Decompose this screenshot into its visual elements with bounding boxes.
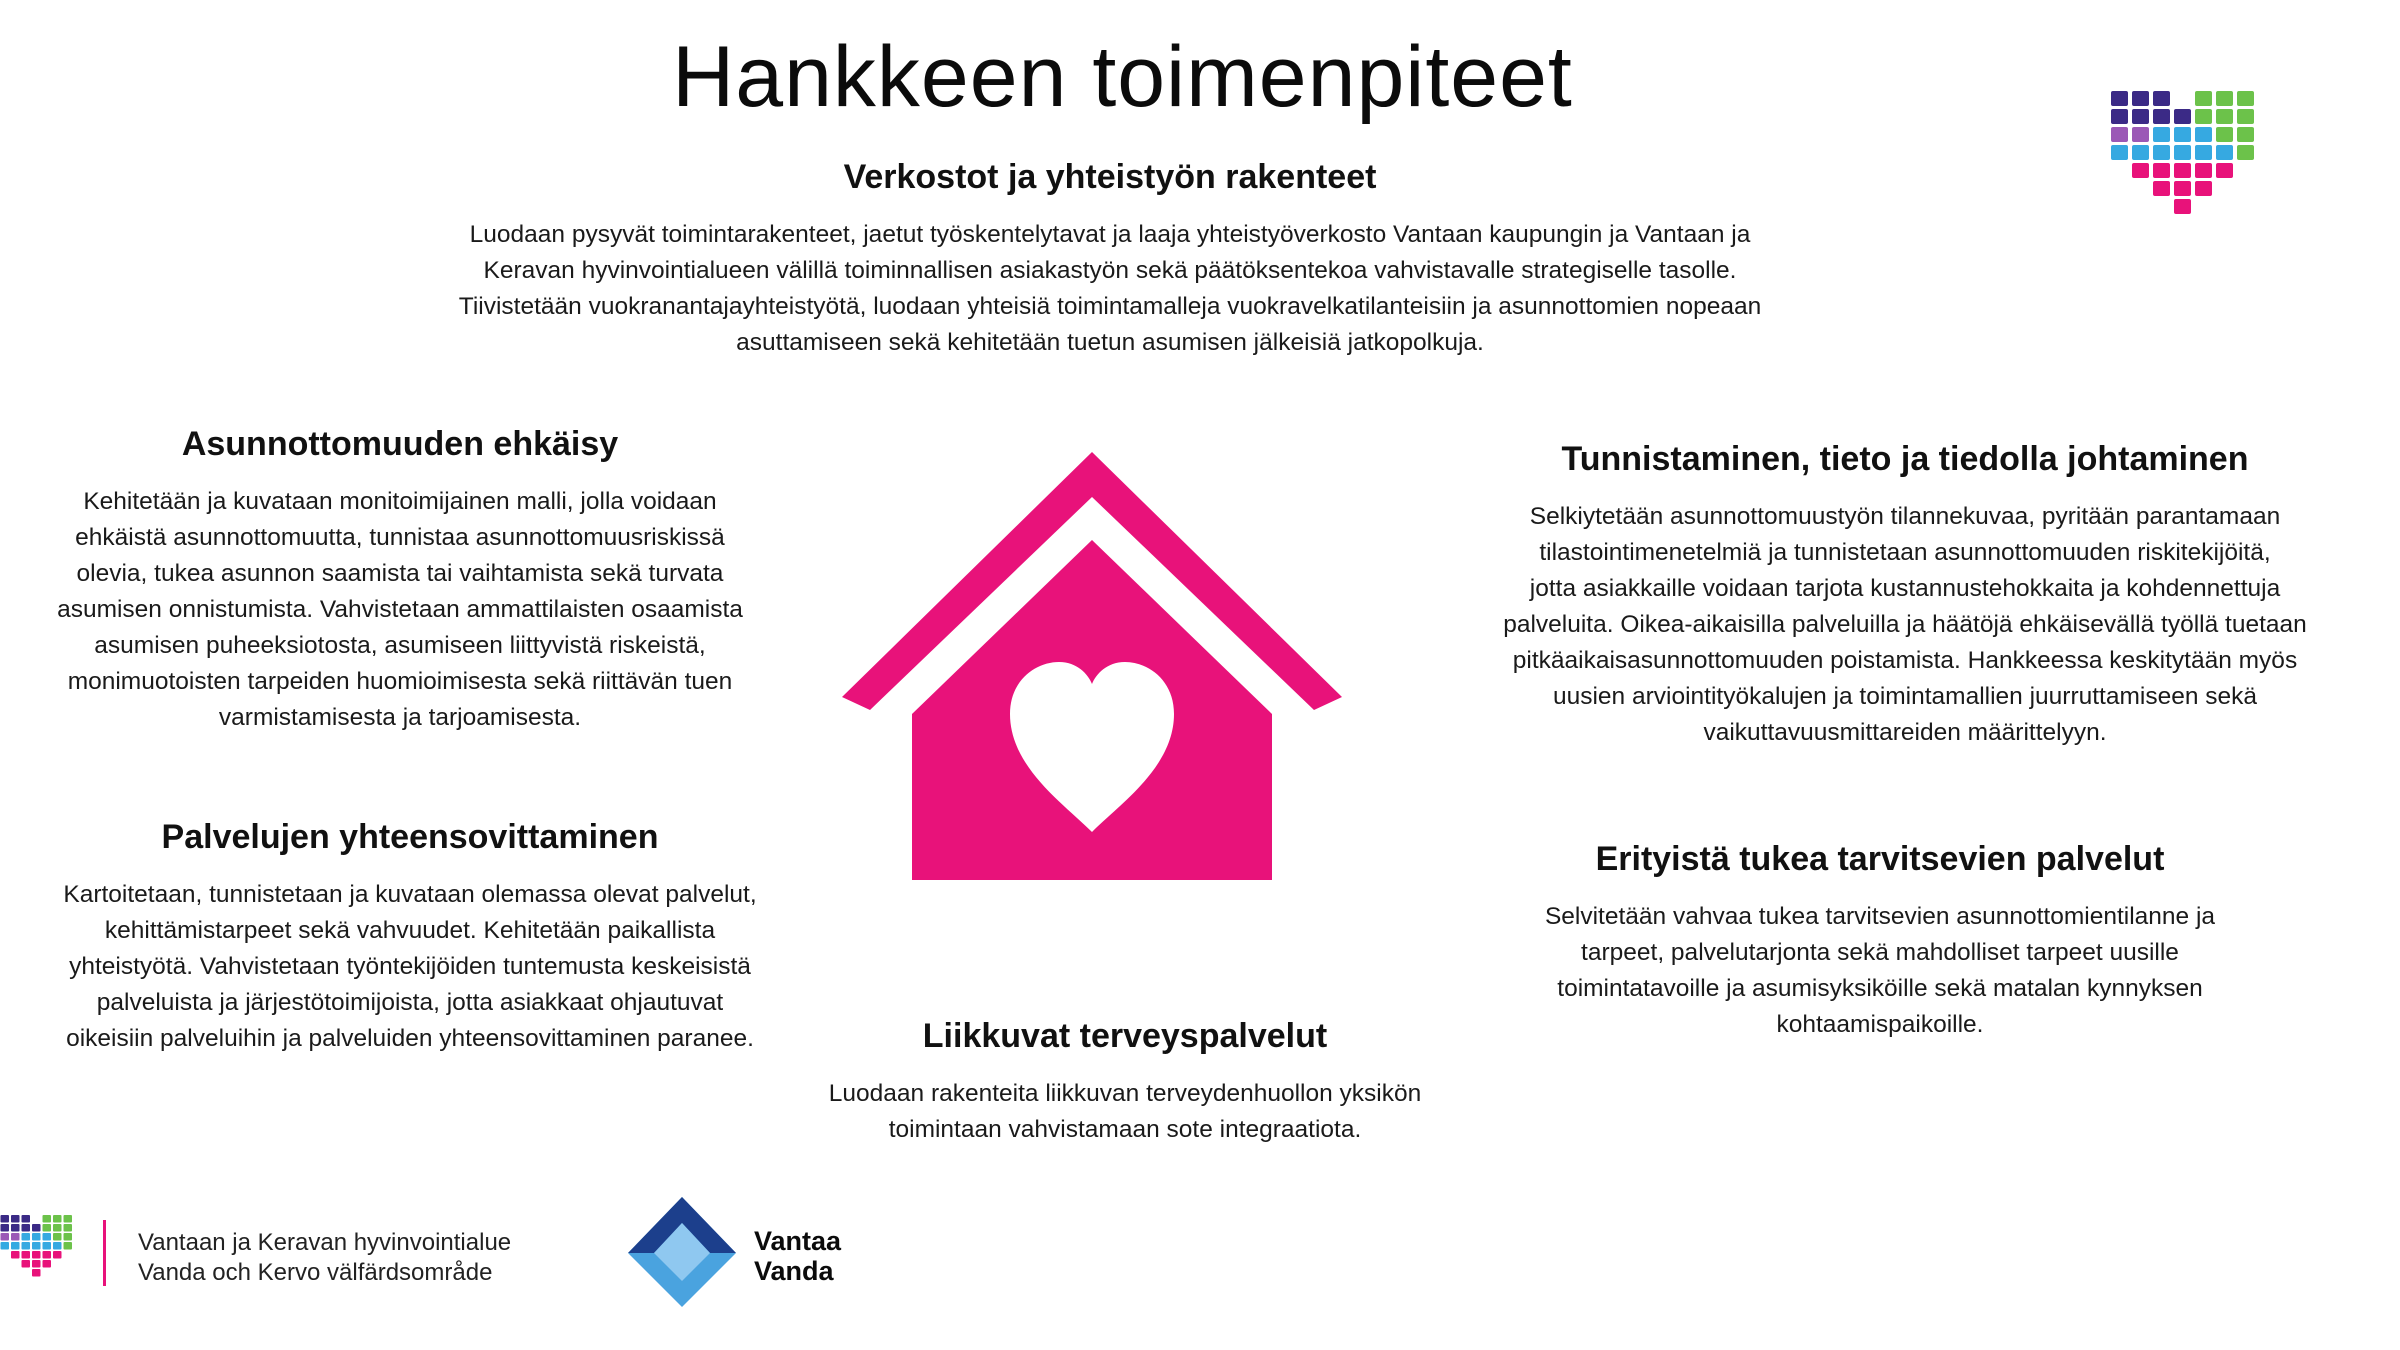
logo-pixel bbox=[32, 1269, 41, 1277]
logo-pixel bbox=[2153, 91, 2170, 106]
logo-pixel bbox=[2111, 91, 2128, 106]
logo-pixel bbox=[2195, 127, 2212, 142]
logo-pixel bbox=[64, 1233, 73, 1241]
logo-pixel bbox=[2174, 127, 2191, 142]
logo-pixel bbox=[2153, 109, 2170, 124]
section-body: Selvitetään vahvaa tukea tarvitsevien asunnottomientilanne ja tarpeet, palvelutarjonta sekä mahdolliset tarpeet uusille toimintatavoille ja asumisyksiköille sekä matalan kynnyksen kohtaamispaikoille. bbox=[1544, 903, 2216, 1038]
logo-pixel bbox=[43, 1233, 52, 1241]
logo-pixel bbox=[43, 1215, 52, 1223]
logo-pixel bbox=[2174, 145, 2191, 160]
logo-pixel bbox=[11, 1224, 20, 1232]
logo-pixel bbox=[64, 1242, 73, 1250]
logo-pixel bbox=[22, 1242, 31, 1250]
logo-pixel bbox=[1, 1224, 10, 1232]
logo-pixel bbox=[2216, 163, 2233, 178]
logo-pixel bbox=[2237, 91, 2254, 106]
logo-pixel bbox=[53, 1215, 62, 1223]
logo-pixel bbox=[11, 1251, 20, 1259]
logo-pixel bbox=[11, 1215, 20, 1223]
section-special-support bbox=[1380, 840, 2380, 1043]
logo-pixel bbox=[2195, 163, 2212, 178]
section-heading: Verkostot ja yhteistyön rakenteet bbox=[843, 158, 1377, 196]
logo-pixel bbox=[32, 1224, 41, 1232]
section-networks bbox=[300, 158, 1920, 361]
logo-pixel bbox=[2153, 127, 2170, 142]
logo-pixel bbox=[2216, 109, 2233, 124]
section-body: Luodaan pysyvät toimintarakenteet, jaetut työskentelytavat ja laaja yhteistyöverkosto Vantaan kaupungin ja Vantaan ja Keravan hyvinvointialueen välillä toiminnallisen asiakastyön sekä päätöksentekoa vahvistavalle strategiselle tasolle. Tiivistetään vuokranantajayhteistyötä, luodaan yhteisiä toimintamalleja vuokravelkatilanteisiin ja asunnottomien nopeaan asuttamiseen sekä kehitetään tuetun asumisen jälkeisiä jatkopolkuja. bbox=[458, 221, 1762, 356]
logo-pixel bbox=[1, 1233, 10, 1241]
logo-pixel bbox=[2153, 181, 2170, 196]
vantaa-diamond-logo bbox=[620, 1195, 740, 1320]
logo-pixel bbox=[2132, 109, 2149, 124]
logo-pixel bbox=[53, 1242, 62, 1250]
logo-pixel bbox=[2195, 145, 2212, 160]
logo-pixel bbox=[2237, 127, 2254, 142]
pixel-heart-logo bbox=[2110, 90, 2260, 225]
logo-pixel bbox=[2153, 145, 2170, 160]
section-heading: Liikkuvat terveyspalvelut bbox=[922, 1017, 1328, 1055]
logo-pixel bbox=[2237, 109, 2254, 124]
logo-pixel bbox=[64, 1224, 73, 1232]
logo-pixel bbox=[22, 1251, 31, 1259]
logo-pixel bbox=[2111, 109, 2128, 124]
logo-pixel bbox=[43, 1242, 52, 1250]
logo-pixel bbox=[2132, 91, 2149, 106]
footer-organization: Vantaan ja Keravan hyvinvointialue Vanda och Kervo välfärdsområde bbox=[138, 1229, 512, 1286]
section-identification bbox=[1350, 440, 2400, 751]
logo-pixel bbox=[32, 1242, 41, 1250]
logo-pixel bbox=[2174, 181, 2191, 196]
logo-pixel bbox=[2174, 199, 2191, 214]
logo-pixel bbox=[2132, 127, 2149, 142]
logo-pixel bbox=[2195, 91, 2212, 106]
logo-pixel bbox=[2111, 145, 2128, 160]
logo-pixel bbox=[43, 1260, 52, 1268]
logo-pixel bbox=[53, 1233, 62, 1241]
page-title: Hankkeen toimenpiteet bbox=[672, 29, 1573, 125]
section-body: Kehitetään ja kuvataan monitoimijainen malli, jolla voidaan ehkäistä asunnottomuutta, tunnistaa asunnottomuusriskissä olevia, tukea asunnon saamista tai vaihtamista sekä turvata asumisen onnistumista. Vahvistetaan ammattilaisten osaamista asumisen puheeksiotosta, asumiseen liittyvistä riskeistä, monimuotoisten tarpeiden huomioimisesta sekä riittävän tuen varmistamisesta ja tarjoamisesta. bbox=[57, 488, 743, 731]
logo-pixel bbox=[43, 1251, 52, 1259]
logo-pixel bbox=[1, 1215, 10, 1223]
logo-pixel bbox=[2216, 145, 2233, 160]
house-heart-icon bbox=[842, 452, 1342, 887]
logo-pixel bbox=[22, 1224, 31, 1232]
logo-pixel bbox=[2195, 181, 2212, 196]
logo-pixel bbox=[2132, 163, 2149, 178]
logo-pixel bbox=[22, 1215, 31, 1223]
section-mobile-health bbox=[690, 1017, 1560, 1148]
logo-pixel bbox=[64, 1215, 73, 1223]
logo-pixel bbox=[43, 1224, 52, 1232]
section-heading: Tunnistaminen, tieto ja tiedolla johtaminen bbox=[1561, 440, 2249, 478]
logo-pixel bbox=[2111, 127, 2128, 142]
vantaa-wordmark: Vantaa Vanda bbox=[754, 1226, 842, 1286]
section-prevention bbox=[0, 425, 830, 736]
section-body: Kartoitetaan, tunnistetaan ja kuvataan olemassa olevat palvelut, kehittämistarpeet sekä vahvuudet. Kehitetään paikallista yhteistyötä. Vahvistetaan työntekijöiden tuntemusta keskeisistä palveluista ja järjestötoimijoista, jotta asiakkaat ohjautuvat oikeisiin palveluihin ja palveluiden yhteensovittaminen paranee. bbox=[63, 881, 757, 1052]
logo-pixel bbox=[32, 1260, 41, 1268]
section-heading: Erityistä tukea tarvitsevien palvelut bbox=[1595, 840, 2165, 878]
logo-pixel bbox=[2216, 91, 2233, 106]
logo-pixel bbox=[2153, 163, 2170, 178]
footer-divider bbox=[103, 1220, 106, 1286]
logo-pixel bbox=[1, 1242, 10, 1250]
logo-pixel bbox=[2195, 109, 2212, 124]
section-heading: Asunnottomuuden ehkäisy bbox=[181, 425, 619, 463]
logo-pixel bbox=[2216, 127, 2233, 142]
logo-pixel bbox=[53, 1224, 62, 1232]
logo-pixel bbox=[32, 1233, 41, 1241]
logo-pixel bbox=[2237, 145, 2254, 160]
logo-pixel bbox=[22, 1233, 31, 1241]
logo-pixel bbox=[53, 1251, 62, 1259]
logo-pixel bbox=[2174, 163, 2191, 178]
pixel-heart-logo-small bbox=[0, 1212, 75, 1287]
logo-pixel bbox=[2132, 145, 2149, 160]
section-body: Luodaan rakenteita liikkuvan terveydenhuollon yksikön toimintaan vahvistamaan sote integraatiota. bbox=[828, 1080, 1422, 1143]
logo-pixel bbox=[11, 1233, 20, 1241]
section-body: Selkiytetään asunnottomuustyön tilannekuvaa, pyritään parantamaan tilastointimenetelmiä ja tunnistetaan asunnottomuuden riskitekijöitä, jotta asiakkaille voidaan tarjota kustannustehokkaita ja kohdennettuja palveluita. Oikea-aikaisilla palveluilla ja häätöjä ehkäisevällä työllä tuetaan pitkäaikaisasunnottomuuden poistamista. Hankkeessa keskitytään myös uusien arviointityökalujen ja toimintamallien juurruttamiseen sekä vaikuttavuusmittareiden määrittelyyn. bbox=[1503, 503, 2307, 746]
section-heading: Palvelujen yhteensovittaminen bbox=[161, 818, 659, 856]
logo-pixel bbox=[2174, 109, 2191, 124]
logo-pixel bbox=[11, 1242, 20, 1250]
logo-pixel bbox=[32, 1251, 41, 1259]
logo-pixel bbox=[22, 1260, 31, 1268]
